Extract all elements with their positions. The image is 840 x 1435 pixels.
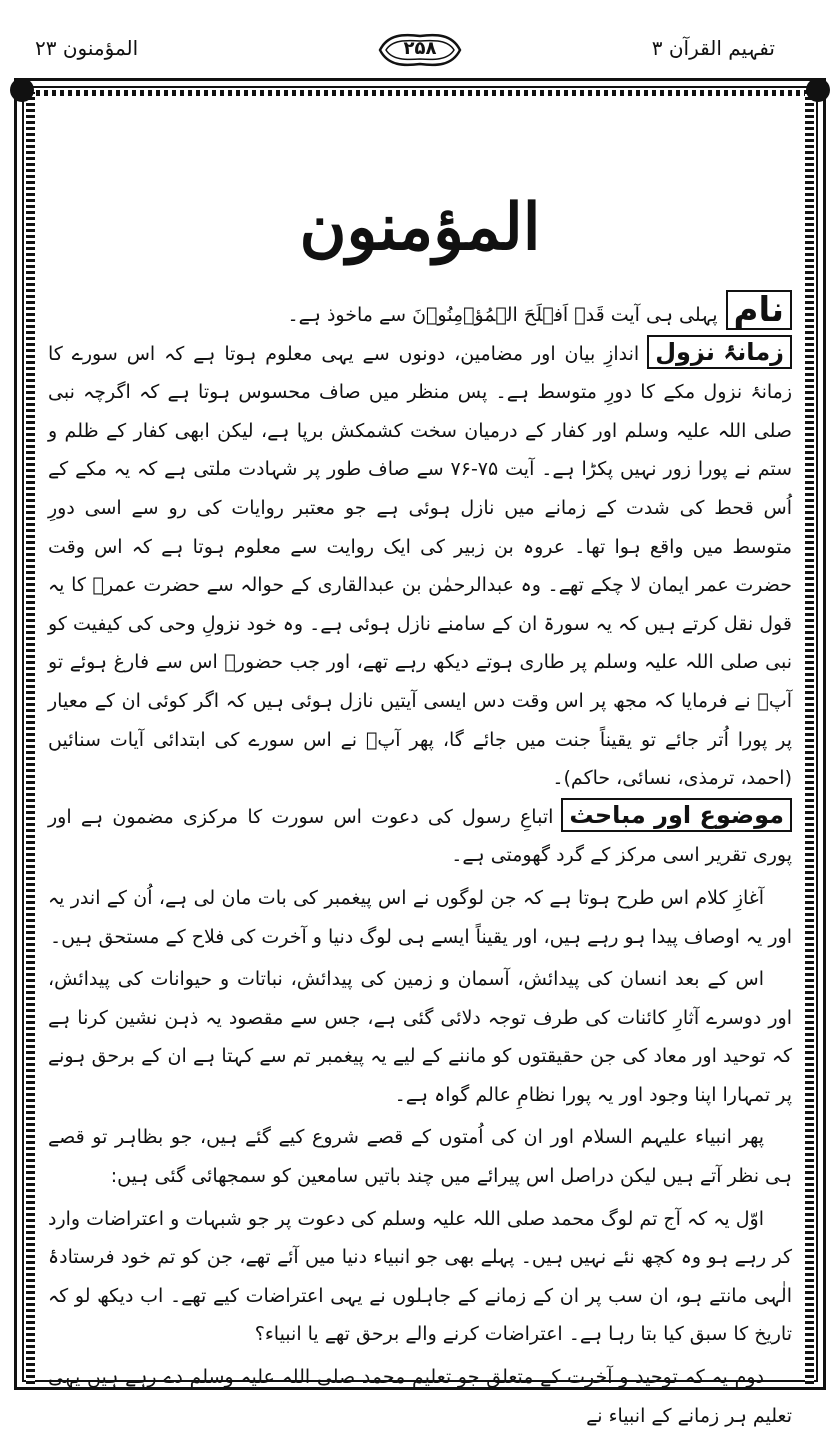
- section-heading-name: نام: [726, 290, 792, 330]
- section-name-text: پہلی ہی آیت قَدۡ اَفۡلَحَ الۡمُؤۡمِنُوۡنَ سے ماخوذ ہے۔: [287, 304, 718, 326]
- body-text: [48, 290, 792, 1435]
- corner-ornament-icon: [806, 78, 830, 102]
- section-heading-topics: موضوع اور مباحث: [561, 798, 792, 832]
- surah-title: المؤمنون: [299, 190, 541, 265]
- section-topics-text: اتباعِ رسول کی دعوت اس سورت کا مرکزی مضمون ہے اور پوری تقریر اسی مرکز کے گرد گھومتی ہے۔: [48, 805, 792, 867]
- corner-ornament-icon: [10, 78, 34, 102]
- paragraph: اوّل یہ کہ آج تم لوگ محمد صلی اللہ علیہ وسلم کی دعوت پر جو شبہات و اعتراضات وارد کر رہے ہو وہ کچھ نئے نہیں ہیں۔ پہلے بھی جو انبیاء دنیا میں آئے تھے، جن کو تم خود فرستادۂ الٰہی مانتے ہو، ان سب پر ان کے زمانے کے جاہلوں نے یہی اعتراضات کیے تھے۔ اب دیکھ لو کہ تاریخ کا سبق کیا بتا رہا ہے۔ اعتراضات کرنے والے برحق تھے یا انبیاء؟: [48, 1207, 792, 1346]
- page-number: ۲۵۸: [403, 38, 437, 59]
- paragraph: دوم یہ کہ توحید و آخرت کے متعلق جو تعلیم محمد صلی اللہ علیہ وسلم دے رہے ہیں یہی تعلیم ہر زمانے کے انبیاء نے: [48, 1366, 792, 1427]
- book-title: تفہیم القرآن ۳: [651, 36, 775, 60]
- surah-header: المؤمنون ۲۳: [35, 36, 139, 60]
- section-name: [48, 290, 792, 335]
- section-revelation: [48, 335, 792, 798]
- section-revelation-text: اندازِ بیان اور مضامین، دونوں سے یہی معلوم ہوتا ہے کہ اس سورے کا زمانۂ نزول مکے کا دورِ متوسط ہے۔ پس منظر میں صاف محسوس ہوتا ہے کہ اگرچہ نبی صلی اللہ علیہ وسلم اور کفار کے درمیان سخت کشمکش برپا ہے، لیکن ابھی کفار کے ظلم و ستم نے پورا زور نہیں پکڑا ہے۔ آیت ۷۵-۷۶ سے صاف طور پر شہادت ملتی ہے کہ یہ مکے کے اُس قحط کی شدت کے زمانے میں نازل ہوئی ہے جو معتبر روایات کی رو سے اسی دورِ متوسط میں واقع ہوا تھا۔ عروہ بن زبیر کی ایک روایت سے معلوم ہوتا ہے کہ اس وقت حضرت عمر ایمان لا چکے تھے۔ وہ عبدالرحمٰن بن عبدالقاری کے حوالہ سے حضرت عمرؓ کا یہ قول نقل کرتے ہیں کہ یہ سورۃ ان کے سامنے نازل ہوئی ہے۔ وہ خود نزولِ وحی کی کیفیت کو نبی صلی اللہ علیہ وسلم پر طاری ہوتے دیکھ رہے تھے، اور جب حضورؐ اس سے فارغ ہوئے تو آپؐ نے فرمایا کہ مجھ پر اس وقت دس ایسی آیتیں نازل ہوئی ہیں کہ اگر کوئی ان کے معیار پر پورا اُتر جائے تو یقیناً جنت میں جائے گا، پھر آپؐ نے اس سورے کی ابتدائی آیات سنائیں (احمد، ترمذی، نسائی، حاکم)۔: [48, 342, 792, 790]
- section-topics: [48, 798, 792, 875]
- section-heading-revelation: زمانۂ نزول: [647, 335, 792, 369]
- paragraph: آغازِ کلام اس طرح ہوتا ہے کہ جن لوگوں نے اس پیغمبر کی بات مان لی ہے، اُن کے اندر یہ اور یہ اوصاف پیدا ہو رہے ہیں، اور یقیناً ایسے ہی لوگ دنیا و آخرت کی فلاح کے مستحق ہیں۔: [48, 886, 792, 948]
- page-number-badge: [374, 30, 466, 70]
- paragraph: اس کے بعد انسان کی پیدائش، آسمان و زمین کی پیدائش، نباتات و حیوانات کی پیدائش، اور دوسرے آثارِ کائنات کی طرف توجہ دلائی گئی ہے، جس سے مقصود یہ ذہن نشین کرنا ہے کہ توحید اور معاد کی جن حقیقتوں کو ماننے کے لیے یہ پیغمبر تم سے کہتا ہے ان کے برحق ہونے پر تمہارا اپنا وجود اور یہ پورا نظامِ عالم گواہ ہے۔: [48, 968, 792, 1106]
- page-header: [25, 30, 815, 70]
- paragraph: پھر انبیاء علیہم السلام اور ان کی اُمتوں کے قصے شروع کیے گئے ہیں، جو بظاہر تو قصے ہی نظر آتے ہیں لیکن دراصل اس پیرائے میں چند باتیں سامعین کو سمجھائی گئی ہیں:: [48, 1126, 792, 1188]
